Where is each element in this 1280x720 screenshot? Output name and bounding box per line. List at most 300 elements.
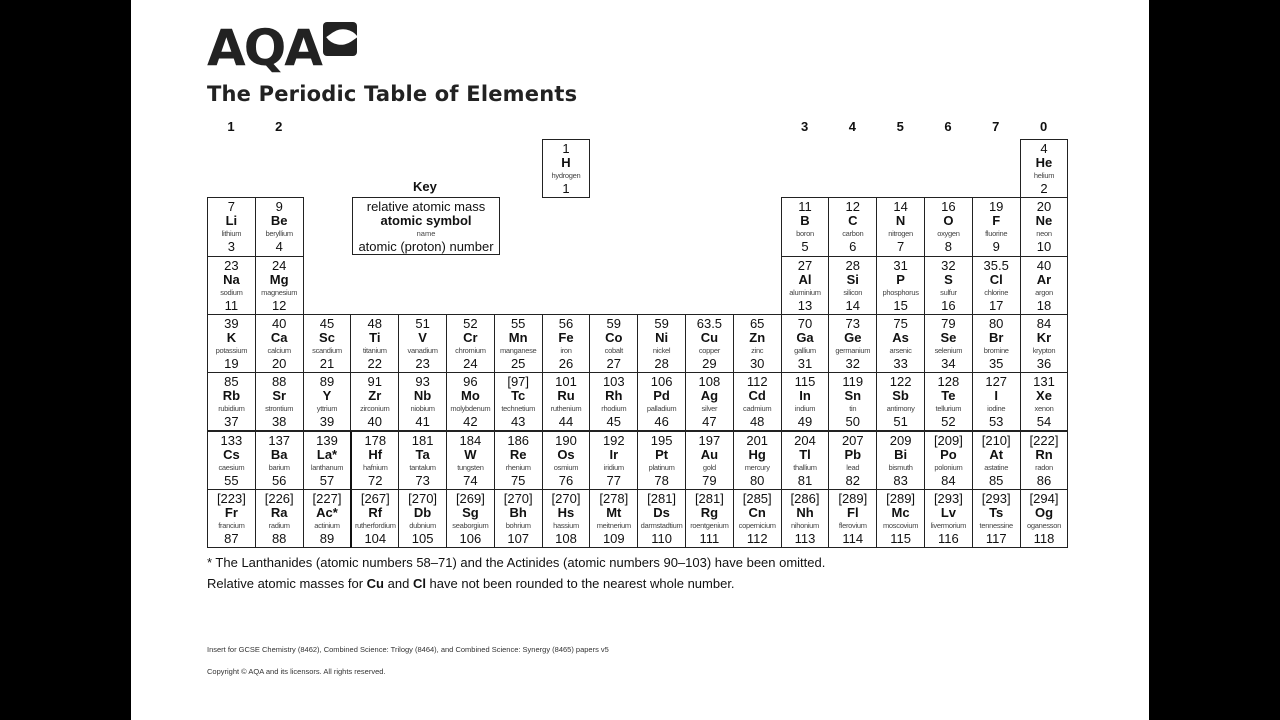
- element-cell-re: [494, 431, 543, 490]
- element-cell-db: [398, 489, 447, 548]
- element-name: calcium: [267, 345, 291, 355]
- atomic-symbol: Ge: [844, 329, 862, 345]
- element-cell-bh: [494, 489, 543, 548]
- relative-atomic-mass: 209: [889, 432, 912, 448]
- element-cell-cd: [733, 372, 782, 431]
- atomic-number: 32: [845, 355, 861, 371]
- element-cell-ba: [255, 431, 304, 490]
- atomic-symbol: Se: [940, 329, 957, 345]
- relative-atomic-mass: 197: [698, 432, 721, 448]
- relative-atomic-mass: [293]: [933, 490, 963, 506]
- atomic-symbol: Sg: [462, 504, 479, 520]
- element-cell-rb: [207, 372, 256, 431]
- relative-atomic-mass: 31: [893, 257, 908, 273]
- atomic-number: 44: [558, 414, 574, 430]
- element-name: phosphorus: [882, 287, 919, 297]
- element-cell-w: [446, 431, 495, 490]
- copyright-footer: Copyright © AQA and its licensors. All rights reserved.: [207, 667, 386, 676]
- atomic-number: 108: [555, 530, 577, 546]
- relative-atomic-mass: 204: [794, 432, 816, 448]
- element-name: beryllium: [265, 229, 293, 239]
- relative-atomic-mass: [294]: [1029, 490, 1059, 506]
- atomic-number: 31: [797, 355, 813, 371]
- element-name: nickel: [652, 345, 671, 355]
- relative-atomic-mass: 63.5: [696, 315, 723, 331]
- element-name: antimony: [886, 404, 915, 414]
- element-cell-v: [398, 314, 447, 373]
- atomic-number: 79: [702, 472, 717, 488]
- atomic-symbol: Os: [557, 446, 575, 462]
- atomic-number: 34: [941, 355, 956, 371]
- element-cell-li: [207, 197, 256, 256]
- element-cell-rg: [685, 489, 734, 548]
- atomic-symbol: B: [800, 213, 810, 229]
- atomic-number: 112: [746, 530, 768, 546]
- element-name: mercury: [744, 462, 770, 472]
- atomic-number: 41: [415, 414, 430, 430]
- relative-atomic-mass: 4: [1040, 141, 1048, 156]
- atomic-symbol: Nb: [413, 388, 432, 404]
- leaf-icon: [323, 22, 357, 56]
- atomic-symbol: Ts: [989, 504, 1004, 520]
- atomic-symbol: Si: [846, 271, 859, 287]
- element-name: selenium: [934, 345, 963, 355]
- atomic-symbol: Co: [605, 329, 623, 345]
- atomic-number: 86: [1036, 472, 1052, 488]
- atomic-symbol: Og: [1034, 504, 1054, 520]
- atomic-symbol: Sr: [272, 388, 287, 404]
- relative-atomic-mass: 51: [415, 315, 430, 331]
- relative-atomic-mass: 9: [275, 199, 283, 215]
- atomic-symbol: Tc: [511, 388, 526, 404]
- element-cell-xe: [1020, 372, 1069, 431]
- element-cell-fr: [207, 489, 256, 548]
- atomic-symbol: Fr: [224, 504, 238, 520]
- element-name: germanium: [835, 345, 871, 355]
- atomic-number: 12: [271, 297, 287, 313]
- element-cell-ds: [637, 489, 686, 548]
- element-cell-au: [685, 431, 734, 490]
- relative-atomic-mass: 93: [415, 374, 430, 390]
- atomic-symbol: Lv: [940, 504, 956, 520]
- element-name: sodium: [220, 287, 243, 297]
- atomic-number: 36: [1036, 355, 1052, 371]
- element-name: krypton: [1032, 345, 1056, 355]
- relative-atomic-mass: [289]: [838, 490, 868, 506]
- key-heading: Key: [413, 179, 437, 194]
- relative-atomic-mass: [223]: [216, 490, 246, 506]
- element-name: argon: [1035, 287, 1053, 297]
- element-name: tin: [849, 404, 857, 414]
- element-name: iridium: [603, 462, 624, 472]
- element-cell-cl: [972, 256, 1021, 315]
- element-name: barium: [268, 462, 290, 472]
- element-cell-sr: [255, 372, 304, 431]
- atomic-symbol: At: [989, 446, 1004, 462]
- element-cell-rf: [350, 489, 399, 548]
- relative-atomic-mass: 103: [602, 374, 625, 390]
- relative-atomic-mass: 19: [988, 199, 1004, 215]
- relative-atomic-mass: 52: [463, 315, 478, 331]
- atomic-symbol: Fl: [847, 504, 859, 520]
- atomic-number: 87: [224, 530, 239, 546]
- relative-atomic-mass: 24: [271, 257, 287, 273]
- group-label: 0: [1039, 119, 1048, 134]
- element-name: neon: [1036, 229, 1052, 239]
- atomic-number: 22: [367, 355, 383, 371]
- element-cell-sg: [446, 489, 495, 548]
- atomic-symbol: Re: [509, 446, 527, 462]
- key-number: atomic (proton) number: [358, 239, 494, 254]
- relative-atomic-mass: [270]: [408, 490, 438, 506]
- atomic-number: 110: [651, 530, 672, 546]
- atomic-number: 51: [893, 414, 908, 430]
- atomic-number: 9: [992, 239, 1000, 255]
- element-name: magnesium: [261, 287, 298, 297]
- relative-atomic-mass: 32: [941, 257, 956, 273]
- element-name: seaborgium: [452, 520, 489, 530]
- element-cell-cu: [685, 314, 734, 373]
- relative-atomic-mass: 14: [893, 199, 908, 215]
- atomic-number: 47: [702, 414, 717, 430]
- element-cell-ge: [828, 314, 877, 373]
- atomic-number: 10: [1036, 239, 1052, 255]
- atomic-symbol: La*: [316, 446, 338, 462]
- relative-atomic-mass: 122: [889, 374, 912, 390]
- element-name: hydrogen: [551, 171, 581, 180]
- atomic-number: 78: [654, 472, 669, 488]
- group-label: 5: [896, 119, 904, 134]
- atomic-number: 38: [271, 414, 287, 430]
- element-cell-sn: [828, 372, 877, 431]
- atomic-number: 54: [1036, 414, 1052, 430]
- element-cell-tl: [781, 431, 830, 490]
- relative-atomic-mass: 79: [941, 315, 956, 331]
- element-name: manganese: [499, 345, 537, 355]
- element-cell-zr: [350, 372, 399, 431]
- atomic-symbol: Cu: [700, 329, 719, 345]
- atomic-symbol: H: [561, 155, 571, 170]
- atomic-symbol: C: [848, 213, 858, 229]
- relative-atomic-mass: 106: [650, 374, 673, 390]
- atomic-number: 26: [558, 355, 574, 371]
- atomic-symbol: Rg: [700, 504, 719, 520]
- atomic-number: 77: [606, 472, 622, 488]
- atomic-symbol: Ds: [653, 504, 670, 520]
- atomic-symbol: Pd: [653, 388, 670, 404]
- element-name: lead: [846, 462, 860, 472]
- relative-atomic-mass: 1: [562, 141, 570, 156]
- atomic-number: 115: [890, 530, 911, 546]
- atomic-symbol: Y: [322, 388, 332, 404]
- atomic-number: 72: [368, 472, 383, 488]
- element-cell-kr: [1020, 314, 1069, 373]
- relative-atomic-mass: 192: [602, 432, 625, 448]
- element-cell-na: [207, 256, 256, 315]
- atomic-number: 73: [415, 472, 430, 488]
- relative-atomic-mass: 40: [1036, 257, 1052, 273]
- element-name: tungsten: [457, 462, 484, 472]
- element-name: gold: [702, 462, 716, 472]
- atomic-number: 6: [849, 239, 857, 255]
- atomic-symbol: V: [418, 329, 427, 345]
- atomic-symbol: Zr: [368, 388, 382, 404]
- atomic-symbol: Xe: [1036, 388, 1052, 404]
- relative-atomic-mass: 70: [797, 315, 813, 331]
- element-cell-al: [781, 256, 830, 315]
- atomic-number: 1: [562, 181, 570, 196]
- element-name: darmstadtium: [640, 520, 683, 530]
- element-name: scandium: [312, 345, 342, 355]
- element-cell-br: [972, 314, 1021, 373]
- element-cell-ru: [542, 372, 591, 431]
- element-cell-ts: [972, 489, 1021, 548]
- atomic-number: 25: [510, 355, 526, 371]
- atomic-number: 83: [893, 472, 908, 488]
- atomic-symbol: Ir: [609, 446, 619, 462]
- element-name: astatine: [984, 462, 1009, 472]
- relative-atomic-mass: 16: [941, 199, 956, 215]
- relative-atomic-mass: 181: [411, 432, 434, 448]
- atomic-symbol: Mo: [461, 388, 480, 404]
- element-cell-ti: [350, 314, 399, 373]
- element-name: lithium: [221, 229, 242, 239]
- relative-atomic-mass: [281]: [694, 490, 724, 506]
- element-cell-o: [924, 197, 973, 256]
- element-cell-ac: [303, 489, 352, 548]
- relative-atomic-mass: 207: [841, 432, 864, 448]
- element-cell-tc: [494, 372, 543, 431]
- element-name: nihonium: [790, 520, 820, 530]
- relative-atomic-mass: 35.5: [983, 257, 1009, 273]
- element-name: actinium: [314, 520, 340, 530]
- element-name: zirconium: [360, 404, 390, 414]
- rounding-prefix: Relative atomic masses for: [207, 576, 367, 591]
- element-cell-se: [924, 314, 973, 373]
- insert-footer: Insert for GCSE Chemistry (8462), Combined Science: Trilogy (8464), and Combined Science: Synergy (8465) papers v5: [207, 645, 609, 654]
- relative-atomic-mass: [97]: [507, 374, 530, 390]
- relative-atomic-mass: [226]: [264, 490, 294, 506]
- atomic-number: 53: [988, 414, 1004, 430]
- element-name: oxygen: [937, 229, 960, 239]
- atomic-symbol: N: [895, 213, 906, 229]
- atomic-number: 33: [893, 355, 908, 371]
- element-cell-rn: [1020, 431, 1069, 490]
- atomic-number: 11: [224, 297, 239, 313]
- atomic-number: 114: [842, 530, 864, 546]
- atomic-symbol: Ra: [270, 504, 288, 520]
- atomic-number: 84: [941, 472, 956, 488]
- element-name: livermorium: [930, 520, 967, 530]
- relative-atomic-mass: 40: [271, 315, 287, 331]
- atomic-number: 116: [938, 530, 959, 546]
- atomic-symbol: He: [1035, 155, 1053, 170]
- element-cell-b: [781, 197, 830, 256]
- atomic-number: 35: [988, 355, 1004, 371]
- element-cell-la: [303, 431, 352, 490]
- element-name: titanium: [362, 345, 387, 355]
- atomic-symbol: Db: [413, 504, 432, 520]
- relative-atomic-mass: [210]: [981, 432, 1011, 448]
- relative-atomic-mass: 101: [555, 374, 577, 390]
- atomic-number: 24: [463, 355, 478, 371]
- atomic-symbol: Bh: [509, 504, 527, 520]
- element-cell-ta: [398, 431, 447, 490]
- logo-text: AQA: [207, 19, 321, 77]
- atomic-symbol: As: [892, 329, 909, 345]
- element-cell-ag: [685, 372, 734, 431]
- atomic-number: 42: [463, 414, 478, 430]
- relative-atomic-mass: 119: [842, 374, 864, 390]
- key-symbol: atomic symbol: [380, 213, 472, 228]
- atomic-symbol: Ta: [415, 446, 430, 462]
- relative-atomic-mass: 80: [988, 315, 1004, 331]
- atomic-number: 17: [988, 297, 1004, 313]
- atomic-number: 29: [702, 355, 717, 371]
- element-name: fluorine: [985, 229, 1008, 239]
- atomic-number: 88: [271, 530, 287, 546]
- relative-atomic-mass: [289]: [886, 490, 916, 506]
- relative-atomic-mass: 48: [367, 315, 383, 331]
- atomic-symbol: Sc: [319, 329, 335, 345]
- element-cell-nb: [398, 372, 447, 431]
- element-name: strontium: [265, 404, 294, 414]
- atomic-symbol: Ti: [369, 329, 381, 345]
- element-cell-hf: [350, 431, 399, 490]
- element-name: boron: [796, 229, 814, 239]
- relative-atomic-mass: [286]: [790, 490, 820, 506]
- element-cell-at: [972, 431, 1021, 490]
- atomic-symbol: F: [992, 213, 1001, 229]
- element-cell-mc: [876, 489, 925, 548]
- element-cell-og: [1020, 489, 1069, 548]
- relative-atomic-mass: 127: [985, 374, 1008, 390]
- relative-atomic-mass: 23: [224, 257, 239, 273]
- element-cell-si: [828, 256, 877, 315]
- element-cell-ca: [255, 314, 304, 373]
- element-name: sulfur: [940, 287, 957, 297]
- element-name: bromine: [983, 345, 1009, 355]
- element-name: rhodium: [601, 404, 627, 414]
- element-cell-sc: [303, 314, 352, 373]
- element-name: tantalum: [409, 462, 436, 472]
- atomic-symbol: Bi: [894, 446, 908, 462]
- element-name: nitrogen: [888, 229, 913, 239]
- element-name: radon: [1035, 462, 1053, 472]
- element-cell-n: [876, 197, 925, 256]
- element-cell-zn: [733, 314, 782, 373]
- atomic-symbol: Al: [798, 271, 812, 287]
- relative-atomic-mass: [293]: [981, 490, 1011, 506]
- relative-atomic-mass: 85: [224, 374, 239, 390]
- element-cell-te: [924, 372, 973, 431]
- atomic-number: 80: [749, 472, 765, 488]
- group-label: 6: [944, 119, 952, 134]
- relative-atomic-mass: 133: [220, 432, 243, 448]
- relative-atomic-mass: 59: [654, 315, 669, 331]
- element-cell-mt: [589, 489, 638, 548]
- element-name: niobium: [410, 404, 435, 414]
- atomic-symbol: Hf: [368, 446, 383, 462]
- atomic-number: 4: [275, 239, 283, 255]
- relative-atomic-mass: 39: [224, 315, 239, 331]
- page-title: The Periodic Table of Elements: [207, 82, 578, 106]
- relative-atomic-mass: 20: [1036, 199, 1052, 215]
- element-cell-cr: [446, 314, 495, 373]
- element-cell-rh: [589, 372, 638, 431]
- atomic-number: 82: [845, 472, 861, 488]
- element-name: oganesson: [1026, 520, 1061, 530]
- element-cell-c: [828, 197, 877, 256]
- atomic-symbol: Ne: [1035, 213, 1053, 229]
- atomic-symbol: Au: [700, 446, 719, 462]
- atomic-symbol: Ba: [270, 446, 288, 462]
- relative-atomic-mass: [269]: [455, 490, 485, 506]
- element-name: polonium: [934, 462, 963, 472]
- atomic-number: 109: [602, 530, 625, 546]
- relative-atomic-mass: [222]: [1029, 432, 1059, 448]
- relative-atomic-mass: 139: [316, 432, 338, 448]
- atomic-number: 46: [654, 414, 669, 430]
- atomic-number: 13: [797, 297, 813, 313]
- atomic-symbol: Li: [225, 213, 238, 229]
- element-cell-bi: [876, 431, 925, 490]
- rounding-cu: Cu: [366, 576, 385, 591]
- element-cell-he: [1020, 139, 1069, 198]
- atomic-symbol: Be: [270, 213, 288, 229]
- element-cell-pt: [637, 431, 686, 490]
- element-cell-i: [972, 372, 1021, 431]
- element-cell-hs: [542, 489, 591, 548]
- element-name: iron: [560, 345, 572, 355]
- atomic-number: 3: [227, 239, 236, 255]
- atomic-symbol: Nh: [796, 504, 814, 520]
- atomic-number: 21: [319, 355, 335, 371]
- atomic-symbol: Rh: [605, 388, 623, 404]
- relative-atomic-mass: 131: [1033, 374, 1055, 390]
- aqa-logo: [207, 20, 357, 76]
- atomic-symbol: Mc: [891, 504, 910, 520]
- atomic-number: 7: [896, 239, 905, 255]
- atomic-symbol: Ru: [557, 388, 575, 404]
- element-name: copernicium: [738, 520, 776, 530]
- atomic-symbol: S: [944, 271, 953, 287]
- element-name: osmium: [553, 462, 579, 472]
- element-name: moscovium: [882, 520, 919, 530]
- relative-atomic-mass: 115: [794, 374, 816, 390]
- element-cell-co: [589, 314, 638, 373]
- element-cell-os: [542, 431, 591, 490]
- element-name: bismuth: [888, 462, 913, 472]
- element-cell-nh: [781, 489, 830, 548]
- atomic-number: 48: [749, 414, 765, 430]
- element-name: copper: [698, 345, 720, 355]
- omitted-note: * The Lanthanides (atomic numbers 58–71) and the Actinides (atomic numbers 90–103) have been omitted.: [207, 555, 826, 570]
- element-name: lanthanum: [310, 462, 344, 472]
- element-name: gallium: [794, 345, 816, 355]
- atomic-symbol: Hs: [557, 504, 575, 520]
- atomic-symbol: Fe: [558, 329, 574, 345]
- atomic-symbol: Cn: [748, 504, 766, 520]
- relative-atomic-mass: 201: [746, 432, 769, 448]
- rounding-note: [207, 576, 735, 591]
- relative-atomic-mass: [281]: [647, 490, 677, 506]
- atomic-symbol: Cs: [223, 446, 240, 462]
- element-cell-hg: [733, 431, 782, 490]
- atomic-symbol: I: [994, 388, 998, 404]
- element-name: francium: [218, 520, 245, 530]
- relative-atomic-mass: [227]: [312, 490, 342, 506]
